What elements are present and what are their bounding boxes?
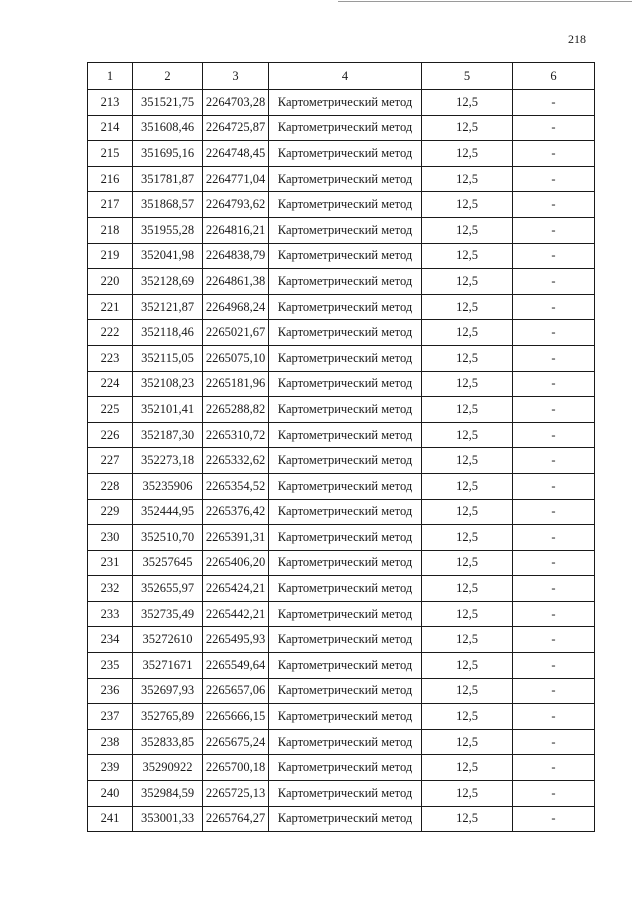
x-coordinate-cell: 352735,49: [133, 601, 203, 627]
y-coordinate-cell: 2265406,20: [203, 550, 269, 576]
table-row: [88, 550, 595, 576]
note-cell: -: [513, 166, 595, 192]
y-coordinate-cell: 2264703,28: [203, 90, 269, 116]
table-row: [88, 141, 595, 167]
y-coordinate-cell: 2264861,38: [203, 269, 269, 295]
table-row: [88, 806, 595, 832]
method-cell: Картометрический метод: [269, 704, 422, 730]
table-row: [88, 678, 595, 704]
table-row: [88, 755, 595, 781]
note-cell: -: [513, 653, 595, 679]
x-coordinate-cell: 352444,95: [133, 499, 203, 525]
x-coordinate-cell: 351868,57: [133, 192, 203, 218]
point-number-cell: 226: [88, 422, 133, 448]
point-number-cell: 241: [88, 806, 133, 832]
x-coordinate-cell: 352187,30: [133, 422, 203, 448]
note-cell: -: [513, 806, 595, 832]
note-cell: -: [513, 90, 595, 116]
note-cell: -: [513, 115, 595, 141]
x-coordinate-cell: 35235906: [133, 473, 203, 499]
point-number-cell: 225: [88, 397, 133, 423]
table-row: [88, 704, 595, 730]
x-coordinate-cell: 35257645: [133, 550, 203, 576]
table-row: [88, 729, 595, 755]
note-cell: -: [513, 345, 595, 371]
y-coordinate-cell: 2265332,62: [203, 448, 269, 474]
accuracy-cell: 12,5: [422, 269, 513, 295]
point-number-cell: 233: [88, 601, 133, 627]
y-coordinate-cell: 2265424,21: [203, 576, 269, 602]
point-number-cell: 219: [88, 243, 133, 269]
point-number-cell: 222: [88, 320, 133, 346]
point-number-cell: 231: [88, 550, 133, 576]
y-coordinate-cell: 2264793,62: [203, 192, 269, 218]
accuracy-cell: 12,5: [422, 499, 513, 525]
table-row: [88, 243, 595, 269]
method-cell: Картометрический метод: [269, 678, 422, 704]
table-row: [88, 166, 595, 192]
table-row: [88, 294, 595, 320]
accuracy-cell: 12,5: [422, 729, 513, 755]
point-number-cell: 240: [88, 781, 133, 807]
y-coordinate-cell: 2265700,18: [203, 755, 269, 781]
accuracy-cell: 12,5: [422, 576, 513, 602]
method-cell: Картометрический метод: [269, 192, 422, 218]
column-header: 6: [513, 63, 595, 90]
x-coordinate-cell: 352833,85: [133, 729, 203, 755]
table-row: [88, 576, 595, 602]
point-number-cell: 232: [88, 576, 133, 602]
y-coordinate-cell: 2264816,21: [203, 217, 269, 243]
point-number-cell: 229: [88, 499, 133, 525]
method-cell: Картометрический метод: [269, 499, 422, 525]
y-coordinate-cell: 2265181,96: [203, 371, 269, 397]
x-coordinate-cell: 352984,59: [133, 781, 203, 807]
method-cell: Картометрический метод: [269, 576, 422, 602]
table-body: [88, 63, 595, 832]
accuracy-cell: 12,5: [422, 422, 513, 448]
point-number-cell: 223: [88, 345, 133, 371]
y-coordinate-cell: 2264748,45: [203, 141, 269, 167]
table-row: [88, 448, 595, 474]
accuracy-cell: 12,5: [422, 704, 513, 730]
point-number-cell: 215: [88, 141, 133, 167]
note-cell: -: [513, 550, 595, 576]
note-cell: -: [513, 397, 595, 423]
table-row: [88, 499, 595, 525]
point-number-cell: 224: [88, 371, 133, 397]
x-coordinate-cell: 353001,33: [133, 806, 203, 832]
note-cell: -: [513, 678, 595, 704]
y-coordinate-cell: 2265288,82: [203, 397, 269, 423]
note-cell: -: [513, 576, 595, 602]
method-cell: Картометрический метод: [269, 806, 422, 832]
method-cell: Картометрический метод: [269, 166, 422, 192]
table-row: [88, 525, 595, 551]
top-divider: [338, 1, 632, 2]
x-coordinate-cell: 35271671: [133, 653, 203, 679]
note-cell: -: [513, 499, 595, 525]
table-row: [88, 422, 595, 448]
table-row: [88, 90, 595, 116]
x-coordinate-cell: 352128,69: [133, 269, 203, 295]
x-coordinate-cell: 352118,46: [133, 320, 203, 346]
accuracy-cell: 12,5: [422, 371, 513, 397]
table-row: [88, 217, 595, 243]
method-cell: Картометрический метод: [269, 729, 422, 755]
point-number-cell: 227: [88, 448, 133, 474]
point-number-cell: 221: [88, 294, 133, 320]
accuracy-cell: 12,5: [422, 217, 513, 243]
accuracy-cell: 12,5: [422, 473, 513, 499]
page-number: 218: [568, 32, 586, 46]
method-cell: Картометрический метод: [269, 269, 422, 295]
table-row: [88, 269, 595, 295]
table-row: [88, 192, 595, 218]
y-coordinate-cell: 2265549,64: [203, 653, 269, 679]
note-cell: -: [513, 320, 595, 346]
point-number-cell: 216: [88, 166, 133, 192]
method-cell: Картометрический метод: [269, 90, 422, 116]
x-coordinate-cell: 352273,18: [133, 448, 203, 474]
point-number-cell: 213: [88, 90, 133, 116]
column-header: 2: [133, 63, 203, 90]
table-row: [88, 627, 595, 653]
x-coordinate-cell: 352101,41: [133, 397, 203, 423]
point-number-cell: 238: [88, 729, 133, 755]
y-coordinate-cell: 2265021,67: [203, 320, 269, 346]
method-cell: Картометрический метод: [269, 141, 422, 167]
point-number-cell: 234: [88, 627, 133, 653]
note-cell: -: [513, 755, 595, 781]
y-coordinate-cell: 2264725,87: [203, 115, 269, 141]
accuracy-cell: 12,5: [422, 115, 513, 141]
column-header: 3: [203, 63, 269, 90]
note-cell: -: [513, 601, 595, 627]
x-coordinate-cell: 35272610: [133, 627, 203, 653]
note-cell: -: [513, 473, 595, 499]
column-header: 1: [88, 63, 133, 90]
column-header: 4: [269, 63, 422, 90]
note-cell: -: [513, 422, 595, 448]
point-number-cell: 220: [88, 269, 133, 295]
method-cell: Картометрический метод: [269, 525, 422, 551]
method-cell: Картометрический метод: [269, 320, 422, 346]
y-coordinate-cell: 2265391,31: [203, 525, 269, 551]
method-cell: Картометрический метод: [269, 550, 422, 576]
point-number-cell: 236: [88, 678, 133, 704]
accuracy-cell: 12,5: [422, 601, 513, 627]
x-coordinate-cell: 35290922: [133, 755, 203, 781]
accuracy-cell: 12,5: [422, 550, 513, 576]
x-coordinate-cell: 352108,23: [133, 371, 203, 397]
table-row: [88, 371, 595, 397]
coordinates-table: [87, 62, 595, 832]
accuracy-cell: 12,5: [422, 90, 513, 116]
table-row: [88, 473, 595, 499]
x-coordinate-cell: 351521,75: [133, 90, 203, 116]
y-coordinate-cell: 2264838,79: [203, 243, 269, 269]
table-row: [88, 115, 595, 141]
x-coordinate-cell: 351955,28: [133, 217, 203, 243]
y-coordinate-cell: 2265442,21: [203, 601, 269, 627]
y-coordinate-cell: 2265657,06: [203, 678, 269, 704]
accuracy-cell: 12,5: [422, 192, 513, 218]
x-coordinate-cell: 351695,16: [133, 141, 203, 167]
note-cell: -: [513, 448, 595, 474]
method-cell: Картометрический метод: [269, 422, 422, 448]
accuracy-cell: 12,5: [422, 320, 513, 346]
y-coordinate-cell: 2264968,24: [203, 294, 269, 320]
note-cell: -: [513, 217, 595, 243]
note-cell: -: [513, 294, 595, 320]
accuracy-cell: 12,5: [422, 627, 513, 653]
method-cell: Картометрический метод: [269, 601, 422, 627]
x-coordinate-cell: 351781,87: [133, 166, 203, 192]
note-cell: -: [513, 243, 595, 269]
y-coordinate-cell: 2265725,13: [203, 781, 269, 807]
y-coordinate-cell: 2265075,10: [203, 345, 269, 371]
y-coordinate-cell: 2265376,42: [203, 499, 269, 525]
accuracy-cell: 12,5: [422, 294, 513, 320]
table-row: [88, 781, 595, 807]
point-number-cell: 230: [88, 525, 133, 551]
method-cell: Картометрический метод: [269, 115, 422, 141]
y-coordinate-cell: 2265764,27: [203, 806, 269, 832]
accuracy-cell: 12,5: [422, 166, 513, 192]
accuracy-cell: 12,5: [422, 243, 513, 269]
x-coordinate-cell: 351608,46: [133, 115, 203, 141]
method-cell: Картометрический метод: [269, 448, 422, 474]
table-row: [88, 320, 595, 346]
x-coordinate-cell: 352655,97: [133, 576, 203, 602]
y-coordinate-cell: 2265495,93: [203, 627, 269, 653]
note-cell: -: [513, 192, 595, 218]
table-row: [88, 397, 595, 423]
method-cell: Картометрический метод: [269, 755, 422, 781]
accuracy-cell: 12,5: [422, 448, 513, 474]
point-number-cell: 214: [88, 115, 133, 141]
method-cell: Картометрический метод: [269, 243, 422, 269]
table-row: [88, 345, 595, 371]
point-number-cell: 217: [88, 192, 133, 218]
accuracy-cell: 12,5: [422, 755, 513, 781]
accuracy-cell: 12,5: [422, 525, 513, 551]
point-number-cell: 218: [88, 217, 133, 243]
note-cell: -: [513, 141, 595, 167]
point-number-cell: 237: [88, 704, 133, 730]
method-cell: Картометрический метод: [269, 345, 422, 371]
y-coordinate-cell: 2265310,72: [203, 422, 269, 448]
note-cell: -: [513, 269, 595, 295]
accuracy-cell: 12,5: [422, 345, 513, 371]
method-cell: Картометрический метод: [269, 473, 422, 499]
method-cell: Картометрический метод: [269, 294, 422, 320]
y-coordinate-cell: 2265675,24: [203, 729, 269, 755]
y-coordinate-cell: 2265666,15: [203, 704, 269, 730]
x-coordinate-cell: 352697,93: [133, 678, 203, 704]
note-cell: -: [513, 704, 595, 730]
note-cell: -: [513, 371, 595, 397]
note-cell: -: [513, 729, 595, 755]
accuracy-cell: 12,5: [422, 806, 513, 832]
x-coordinate-cell: 352041,98: [133, 243, 203, 269]
note-cell: -: [513, 781, 595, 807]
accuracy-cell: 12,5: [422, 141, 513, 167]
accuracy-cell: 12,5: [422, 678, 513, 704]
column-header: 5: [422, 63, 513, 90]
note-cell: -: [513, 627, 595, 653]
x-coordinate-cell: 352115,05: [133, 345, 203, 371]
accuracy-cell: 12,5: [422, 653, 513, 679]
x-coordinate-cell: 352121,87: [133, 294, 203, 320]
method-cell: Картометрический метод: [269, 781, 422, 807]
header-row: [88, 63, 595, 90]
y-coordinate-cell: 2264771,04: [203, 166, 269, 192]
x-coordinate-cell: 352510,70: [133, 525, 203, 551]
y-coordinate-cell: 2265354,52: [203, 473, 269, 499]
x-coordinate-cell: 352765,89: [133, 704, 203, 730]
note-cell: -: [513, 525, 595, 551]
accuracy-cell: 12,5: [422, 397, 513, 423]
method-cell: Картометрический метод: [269, 371, 422, 397]
method-cell: Картометрический метод: [269, 653, 422, 679]
method-cell: Картометрический метод: [269, 627, 422, 653]
method-cell: Картометрический метод: [269, 397, 422, 423]
accuracy-cell: 12,5: [422, 781, 513, 807]
point-number-cell: 239: [88, 755, 133, 781]
table-row: [88, 653, 595, 679]
table-row: [88, 601, 595, 627]
point-number-cell: 235: [88, 653, 133, 679]
point-number-cell: 228: [88, 473, 133, 499]
method-cell: Картометрический метод: [269, 217, 422, 243]
